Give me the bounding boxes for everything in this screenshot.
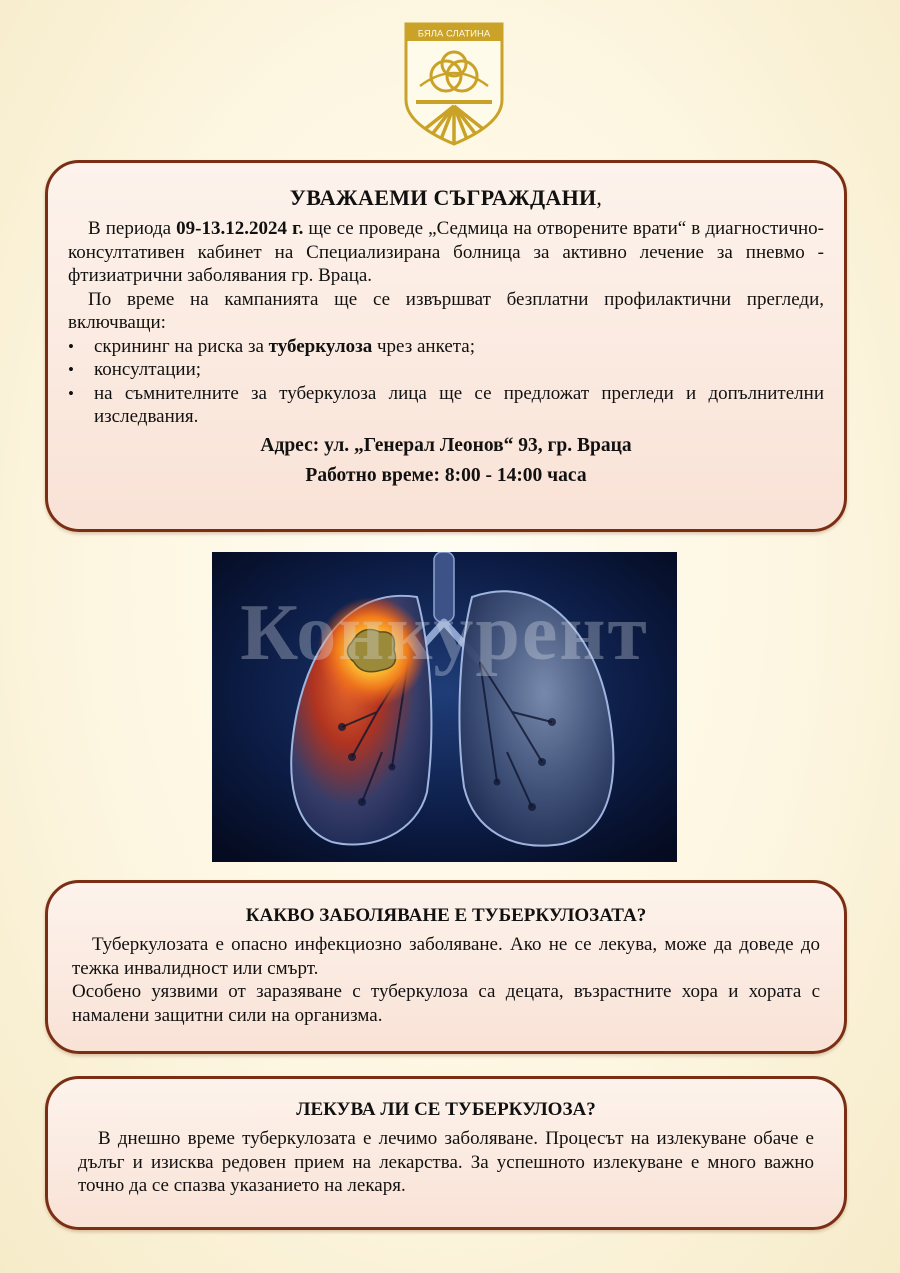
address-line: Адрес: ул. „Генерал Леонов“ 93, гр. Враца: [260, 434, 632, 456]
what-is-tb-paragraph-1: Туберкулозата е опасно инфекциозно заболяване. Ако не се лекува, може да доведе до тежка инвалидност или смърт.: [72, 934, 820, 979]
intro-title-suffix: ,: [596, 185, 603, 210]
municipality-logo: [402, 20, 506, 148]
lungs-illustration: [212, 552, 677, 862]
what-is-tb-title: КАКВО ЗАБОЛЯВАНЕ Е ТУБЕРКУЛОЗАТА?: [245, 905, 647, 926]
is-tb-curable-panel: [45, 1076, 847, 1230]
intro-panel: [45, 160, 847, 532]
intro-title: [68, 185, 824, 211]
bullet1-bold: туберкулоза: [268, 335, 373, 357]
is-tb-curable-title: ЛЕКУВА ЛИ СЕ ТУБЕРКУЛОЗА?: [296, 1099, 596, 1120]
watermark: Конкурент: [240, 589, 649, 677]
list-item: [68, 335, 824, 359]
what-is-tb-panel: [45, 880, 847, 1054]
logo-text: БЯЛА СЛАТИНА: [417, 28, 491, 40]
bullet1-pre: скрининг на риска за: [94, 335, 269, 357]
intro-paragraph-1: [68, 217, 824, 288]
is-tb-curable-paragraph: В днешно време туберкулозата е лечимо заболяване. Процесът на излекуване обаче е дълъг и изисква редовен прием на лекарства. За успешното излекуване е много важно точно да се спазва указанието на лекаря.: [78, 1128, 814, 1196]
intro-p1-pre: В периода: [88, 218, 177, 239]
campaign-dates: 09-13.12.2024 г.: [176, 218, 304, 239]
working-hours-line: Работно време: 8:00 - 14:00 часа: [305, 464, 587, 486]
list-item: • консултации;: [68, 358, 824, 382]
coat-of-arms-icon: [402, 20, 506, 148]
intro-paragraph-2: По време на кампанията ще се извършват безплатни профилактични прегледи, включващи:: [68, 288, 824, 333]
bullet1-post: чрез анкета;: [372, 335, 476, 357]
services-list: [68, 335, 824, 429]
intro-p1-post: ще се проведе „Седмица на отворените врати“ в диагностично-консултативен кабинет на Специализирана болница за активно лечение за пневмо - фтизиатрични заболявания гр. Враца.: [68, 218, 824, 286]
intro-title-text: УВАЖАЕМИ СЪГРАЖДАНИ: [289, 185, 597, 210]
what-is-tb-paragraph-2: Особено уязвими от заразяване с туберкулоза са децата, възрастните хора и хората с намалени защитни сили на организма.: [72, 981, 820, 1026]
list-item: • на съмнителните за туберкулоза лица ще се предложат прегледи и допълнителни изследвания.: [68, 382, 824, 429]
